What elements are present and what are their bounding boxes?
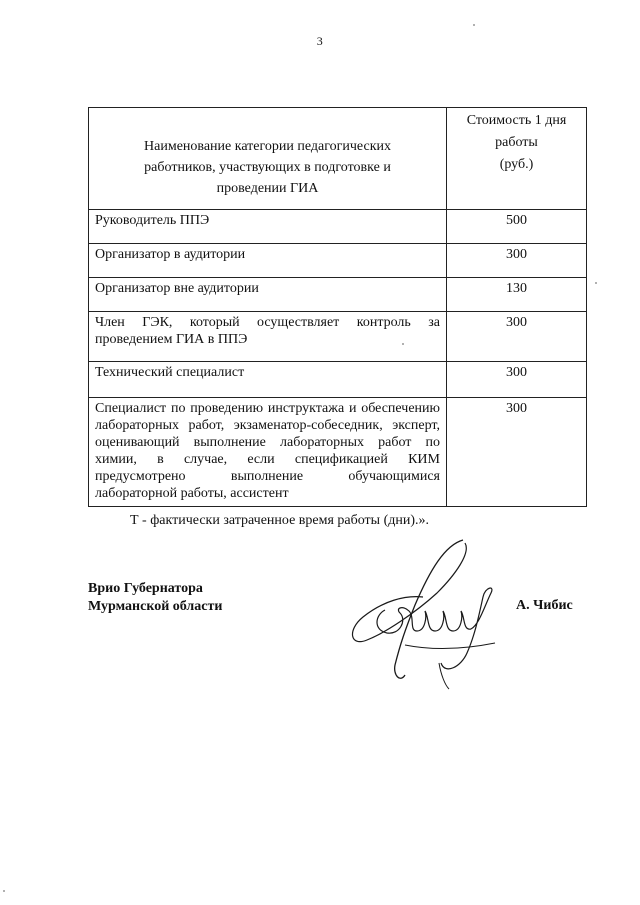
signer-name: А. Чибис — [516, 598, 573, 613]
signatory-position — [88, 580, 222, 616]
scan-speck — [595, 282, 597, 284]
header-cost-line1: Стоимость 1 дня — [466, 113, 567, 128]
table-row — [89, 210, 587, 244]
row-cost: 130 — [447, 278, 587, 312]
cost-table — [88, 107, 587, 507]
table-row — [89, 362, 587, 398]
scan-speck — [473, 24, 475, 26]
footnote: Т - фактически затраченное время работы (дни).». — [130, 513, 430, 528]
header-cost — [447, 108, 587, 210]
row-category-name: Член ГЭК, который осуществляет контроль за проведением ГИА в ППЭ — [89, 312, 447, 362]
header-cost-line3: (руб.) — [499, 157, 534, 172]
row-cost: 500 — [447, 210, 587, 244]
row-cost: 300 — [447, 244, 587, 278]
row-category-name: Организатор в аудитории — [89, 244, 447, 278]
table-row — [89, 398, 587, 507]
table-row — [89, 244, 587, 278]
header-cost-line2: работы — [495, 135, 538, 150]
table-header-row — [89, 108, 587, 210]
row-category-name: Технический специалист — [89, 362, 447, 398]
row-cost: 300 — [447, 398, 587, 507]
scan-speck — [3, 890, 5, 892]
scan-speck — [402, 343, 404, 345]
position-line1: Врио Губернатора — [88, 581, 203, 596]
handwritten-signature — [345, 535, 515, 690]
table-row — [89, 312, 587, 362]
row-cost: 300 — [447, 362, 587, 398]
table-row — [89, 278, 587, 312]
row-cost: 300 — [447, 312, 587, 362]
header-category-name: Наименование категории педагогических работников, участвующих в подготовке и проведении ГИА — [89, 108, 447, 210]
row-category-name: Организатор вне аудитории — [89, 278, 447, 312]
position-line2: Мурманской области — [88, 599, 223, 614]
row-category-name: Руководитель ППЭ — [89, 210, 447, 244]
row-category-name: Специалист по проведению инструктажа и обеспечению лабораторных работ, экзаменатор-собеседник, эксперт, оценивающий выполнение лабораторных работ по химии, в случае, если спецификацией КИМ предусмотрено выполнение обучающимися лабораторной работы, ассистент — [89, 398, 447, 507]
page-number: 3 — [316, 34, 324, 48]
